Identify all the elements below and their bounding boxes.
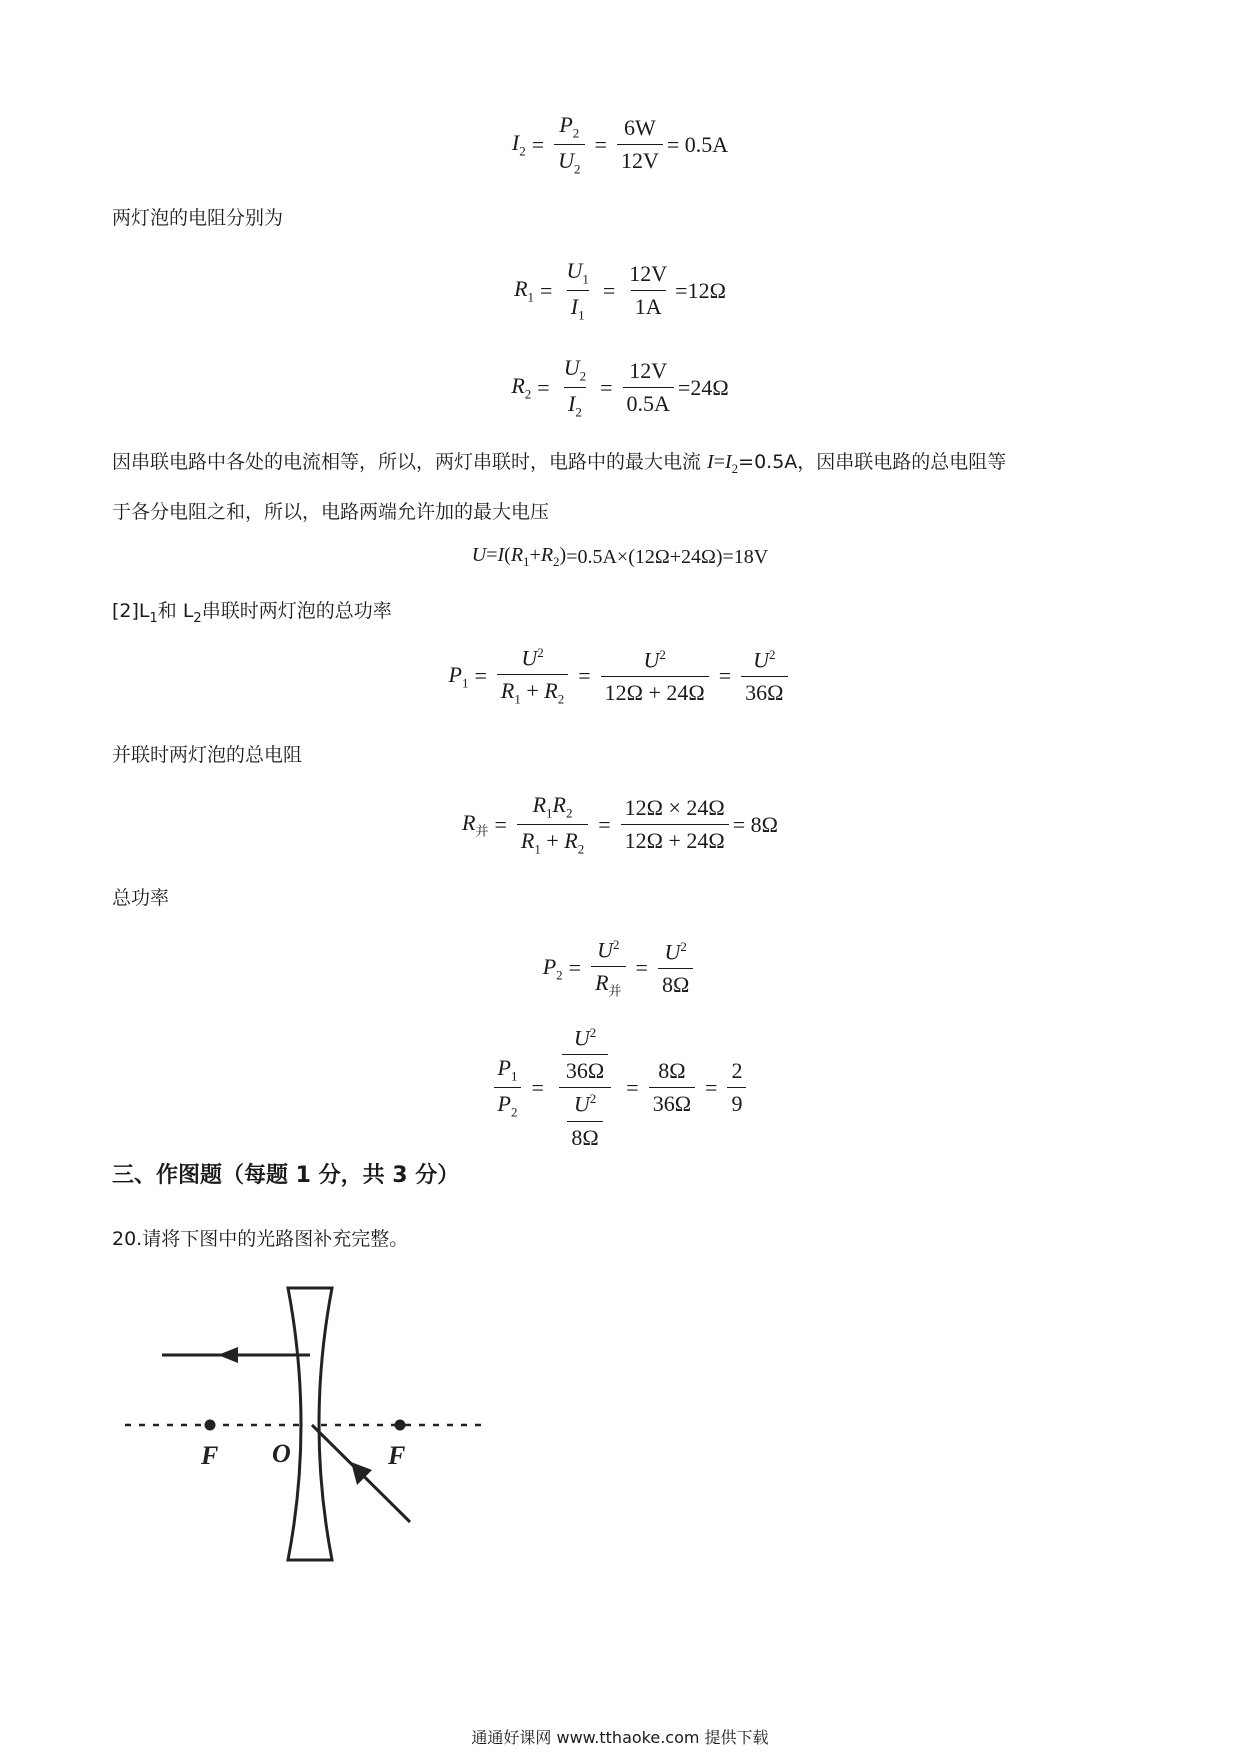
optical-center-label: O: [272, 1439, 291, 1468]
total-power-text: 总功率: [112, 887, 170, 909]
right-focus-point: [395, 1420, 406, 1431]
equation-r1: $R_1$ = $\frac{U_1}{I_1}$ = $\frac{12V}{1A}$ =12Ω: [514, 258, 726, 323]
equation-u-max: $U=I(R_1+R_2)$ =0.5A×(12Ω+24Ω)=18V: [471, 544, 769, 569]
series-voltage-text: 于各分电阻之和，所以，电路两端允许加的最大电压: [112, 501, 550, 523]
parallel-intro-text: 并联时两灯泡的总电阻: [112, 744, 303, 766]
equation-p2: $P_2$ = $\frac{U^2}{R_并}$ = $\frac{U^2}{8\Omega}$: [0, 937, 1240, 1000]
equation-r-parallel: $R_并$ = $\frac{R_1R_2}{R_1 + R_2}$ = $\frac{12\Omega \times 24\Omega}{12\Omega + 24\Omega}$ = 8Ω: [461, 792, 778, 857]
resistances-intro-text: 两灯泡的电阻分别为: [112, 207, 284, 229]
part2-text: $[2]L_1$和 $L_2$串联时两灯泡的总功率: [112, 600, 392, 626]
concave-lens-diagram: [110, 1285, 500, 1565]
series-current-text: 因串联电路中各处的电流相等，所以，两灯串联时，电路中的最大电流 $I=I_2=0.5A$，因串联电路的总电阻等: [112, 451, 1007, 476]
question-20: 20.请将下图中的光路图补充完整。: [112, 1228, 409, 1250]
footer-text: 通通好课网 www.tthaoke.com 提供下载: [471, 1728, 769, 1747]
equation-ratio: $\frac{P_1}{P_2}$ = $\frac{\frac{U^2}{36\Omega}}{\frac{U^2}{8\Omega}}$ = $\frac{8\Omega}{36\Omega}$ = $\frac{2}{9}$: [0, 1025, 1240, 1151]
section-heading: 三、作图题（每题 1 分，共 3 分）: [112, 1163, 460, 1188]
equation-r2: $R_2$ = $\frac{U_2}{I_2}$ = $\frac{12V}{0.5A}$ =24Ω: [511, 355, 729, 420]
equation-i2: $I_2$ = $\frac{P_2}{U_2}$ = $\frac{6W}{12V}$ = 0.5A: [511, 112, 729, 177]
ray-arrow-left-icon: [218, 1347, 238, 1363]
right-focus-label: F: [388, 1441, 406, 1470]
left-focus-point: [205, 1420, 216, 1431]
equation-p1: $P_1$ = $\frac{U^2}{R_1 + R_2}$ = $\frac{U^2}{12\Omega + 24\Omega}$ = $\frac{U^2}{36\Omega}$: [0, 645, 1240, 708]
left-focus-label: F: [201, 1441, 219, 1470]
